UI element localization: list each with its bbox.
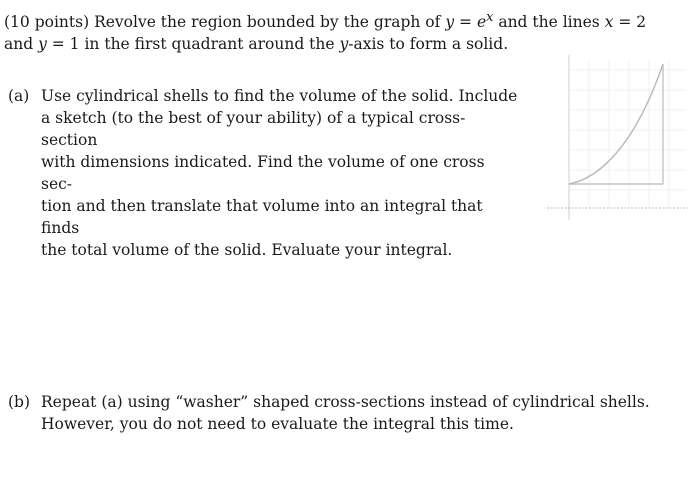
part-a-text: Use cylindrical shells to find the volume of the solid. Include a sketch (to the best of your ability) of a typical cross-section with dimensions indicated. Find the volume of one cross sec- tion and then translate that volume into an integral that finds the total volume of the solid. Evaluate your integral. <box>41 87 518 259</box>
line1-value: = 2 <box>613 13 647 32</box>
intro-text: Revolve the region bounded by the graph of <box>94 13 441 32</box>
mid-text: and the lines <box>493 13 605 32</box>
axis-suffix: -axis to form a solid. <box>348 35 509 54</box>
tail-text: in the first quadrant around the <box>79 35 340 54</box>
problem-statement <box>4 7 694 55</box>
part-b-text: Repeat (a) using “washer” shaped cross-sections instead of cylindrical shells. However, you do not need to evaluate the integral this time. <box>41 393 650 433</box>
curve-base: e <box>476 13 487 32</box>
and-word: and <box>4 35 39 54</box>
region-sketch <box>545 50 690 225</box>
part-a <box>8 85 518 261</box>
part-a-label: (a) <box>8 87 30 105</box>
points-label: (10 points) <box>4 13 90 32</box>
line2-var: y <box>38 35 47 54</box>
axis-var: y <box>339 35 349 54</box>
curve-lhs: y <box>445 13 455 32</box>
curve-equals: = <box>454 13 477 32</box>
curve-exponent: x <box>486 10 494 25</box>
part-b <box>8 391 688 435</box>
line1-var: x <box>604 13 614 32</box>
line2-value: = 1 <box>46 35 80 54</box>
part-b-label: (b) <box>8 393 31 411</box>
